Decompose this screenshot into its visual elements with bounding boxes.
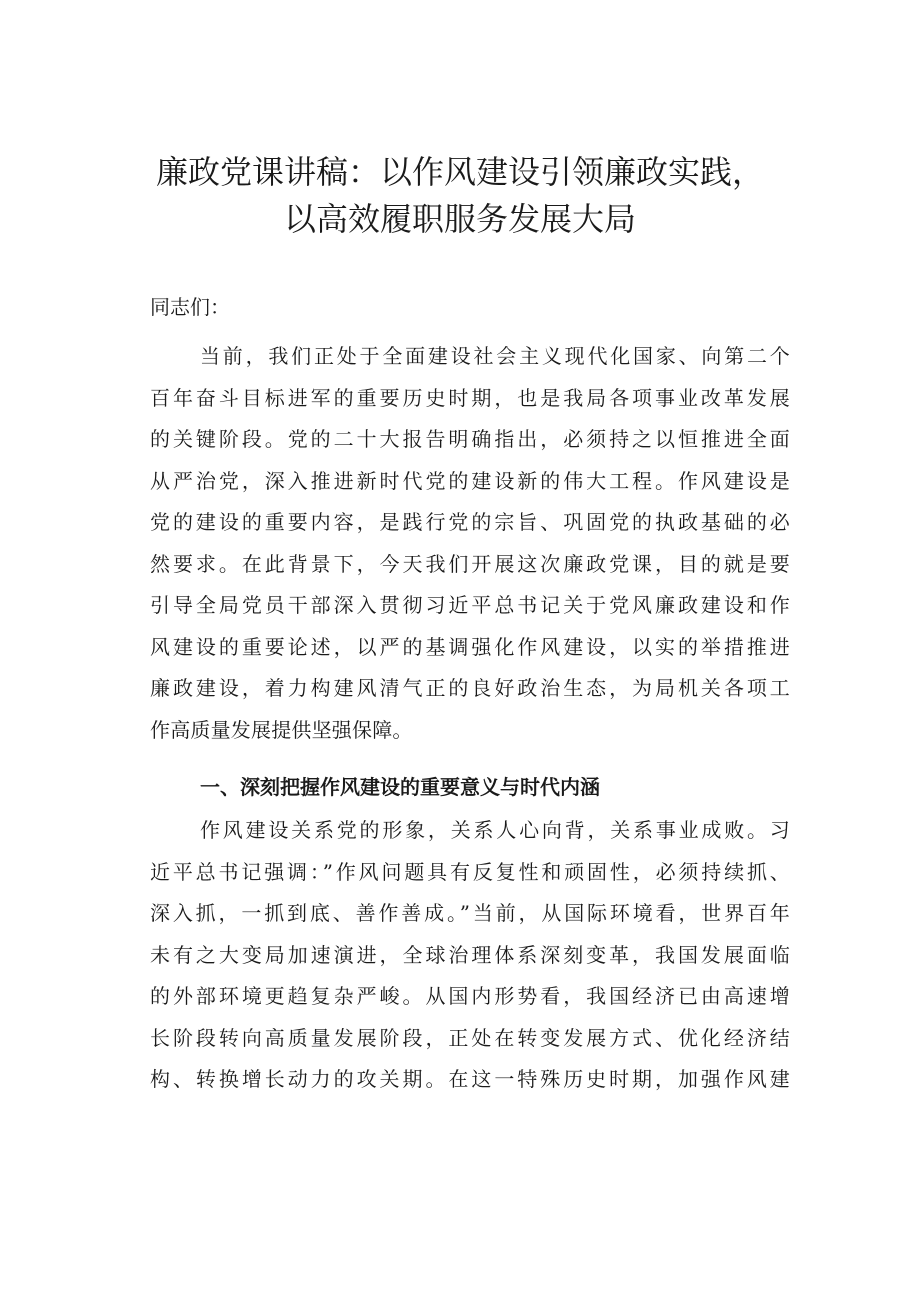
paragraph-line: 作高质量发展提供坚强保障。 xyxy=(150,717,413,742)
paragraph-line: 深入抓，一抓到底、善作善成。”当前，从国际环境看，世界百年 xyxy=(150,901,790,925)
paragraph-line: 当前，我们正处于全面建设社会主义现代化国家、向第二个 xyxy=(200,344,790,368)
document-title-line-2: 以高效履职服务发展大局 xyxy=(283,200,636,238)
paragraph-line: 近平总书记强调：”作风问题具有反复性和顽固性，必须持续抓、 xyxy=(150,859,790,884)
paragraph-line: 百年奋斗目标进军的重要历史时期，也是我局各项事业改革发展 xyxy=(150,385,790,410)
paragraph-intro xyxy=(150,336,790,751)
salutation: 同志们： xyxy=(150,295,230,319)
paragraph-line: 从严治党，深入推进新时代党的建设新的伟大工程。作风建设是 xyxy=(150,468,790,493)
paragraph-line: 风建设的重要论述，以严的基调强化作风建设，以实的举措推进 xyxy=(150,634,790,659)
paragraph-line: 的外部环境更趋复杂严峻。从国内形势看，我国经济已由高速增 xyxy=(150,984,790,1008)
section-heading: 一、深刻把握作风建设的重要意义与时代内涵 xyxy=(200,775,600,799)
paragraph-line: 党的建设的重要内容，是践行党的宗旨、巩固党的执政基础的必 xyxy=(150,510,790,534)
paragraph-line: 廉政建设，着力构建风清气正的良好政治生态，为局机关各项工 xyxy=(150,676,790,700)
paragraph-line: 引导全局党员干部深入贯彻习近平总书记关于党风廉政建设和作 xyxy=(150,593,790,617)
paragraph-line: 构、转换增长动力的攻关期。在这一特殊历史时期，加强作风建 xyxy=(150,1067,790,1091)
document-title-line-1: 廉政党课讲稿：以作风建设引领廉政实践， xyxy=(155,153,764,191)
paragraph-section-1 xyxy=(150,810,790,1101)
paragraph-line: 的关键阶段。党的二十大报告明确指出，必须持之以恒推进全面 xyxy=(150,427,790,451)
paragraph-line: 然要求。在此背景下，今天我们开展这次廉政党课，目的就是要 xyxy=(150,551,790,576)
paragraph-line: 作风建设关系党的形象，关系人心向背，关系事业成败。习 xyxy=(200,818,790,842)
paragraph-line: 长阶段转向高质量发展阶段，正处在转变发展方式、优化经济结 xyxy=(150,1025,790,1050)
paragraph-line: 未有之大变局加速演进，全球治理体系深刻变革，我国发展面临 xyxy=(150,942,790,967)
